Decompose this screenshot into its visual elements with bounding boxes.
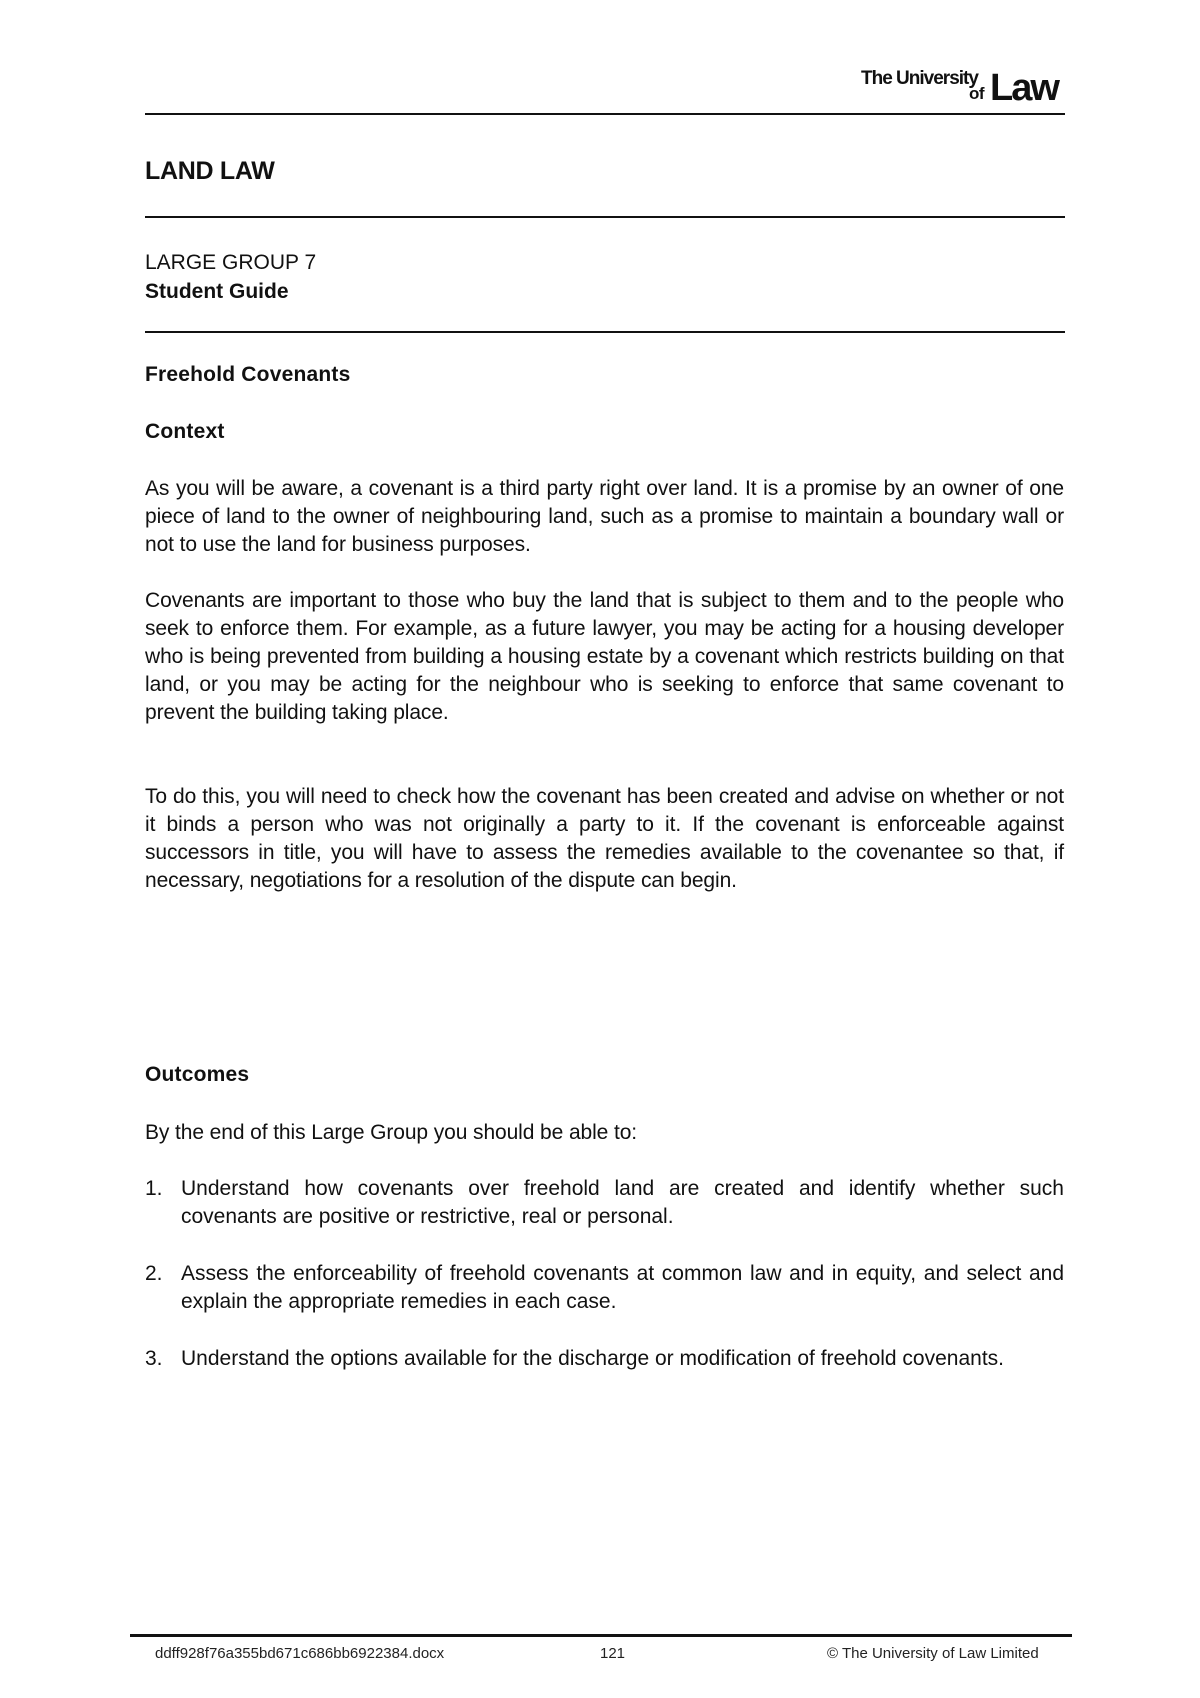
outcome-number: 2. <box>145 1262 163 1285</box>
logo-line-3: Law <box>990 67 1058 109</box>
context-heading: Context <box>145 420 225 443</box>
header-rule <box>145 113 1065 115</box>
context-paragraph-2: Covenants are important to those who buy the land that is subject to them and to the people who seek to enforce them. For example, as a future lawyer, you may be acting for a housing developer who is being prevented from building a housing estate by a covenant which restricts building on that land, or you may be acting for the neighbour who is seeking to enforce that same covenant to prevent the building taking place. <box>145 589 1064 724</box>
subheader <box>145 248 316 306</box>
footer-filename: ddff928f76a355bd671c686bb6922384.docx <box>155 1645 445 1662</box>
outcome-number: 1. <box>145 1177 163 1200</box>
topic-heading: Freehold Covenants <box>145 363 351 386</box>
university-logo <box>858 64 1068 110</box>
footer-rule <box>130 1634 1072 1637</box>
guide-label: Student Guide <box>145 280 289 303</box>
outcomes-intro: By the end of this Large Group you should be able to: <box>145 1121 638 1144</box>
logo-line-2: of <box>969 84 985 103</box>
group-label: LARGE GROUP 7 <box>145 251 317 274</box>
subheader-rule <box>145 331 1065 333</box>
context-paragraph-3: To do this, you will need to check how the covenant has been created and advise on whether or not it binds a person who was not originally a party to it. If the covenant is enforceable against successors in title, you will have to assess the remedies available to the covenantee so that, if necessary, negotiations for a resolution of the dispute can begin. <box>145 785 1064 892</box>
outcomes-heading: Outcomes <box>145 1063 250 1086</box>
footer-copyright: © The University of Law Limited <box>827 1645 1039 1662</box>
logo-line-1: The University <box>861 68 978 89</box>
outcome-item <box>145 1260 1064 1316</box>
page-title: LAND LAW <box>145 157 275 185</box>
outcome-text: Understand the options available for the discharge or modification of freehold covenants. <box>181 1347 1004 1370</box>
outcome-number: 3. <box>145 1347 163 1370</box>
outcome-item <box>145 1175 1064 1231</box>
outcome-item <box>145 1345 1064 1373</box>
footer-page-number: 121 <box>600 1645 626 1662</box>
outcome-text: Understand how covenants over freehold land are created and identify whether such covenants are positive or restrictive, real or personal. <box>181 1177 1064 1228</box>
outcome-text: Assess the enforceability of freehold covenants at common law and in equity, and select and explain the appropriate remedies in each case. <box>181 1262 1064 1313</box>
context-paragraph-1: As you will be aware, a covenant is a third party right over land. It is a promise by an owner of one piece of land to the owner of neighbouring land, such as a promise to maintain a boundary wall or not to use the land for business purposes. <box>145 477 1064 556</box>
title-rule <box>145 216 1065 218</box>
